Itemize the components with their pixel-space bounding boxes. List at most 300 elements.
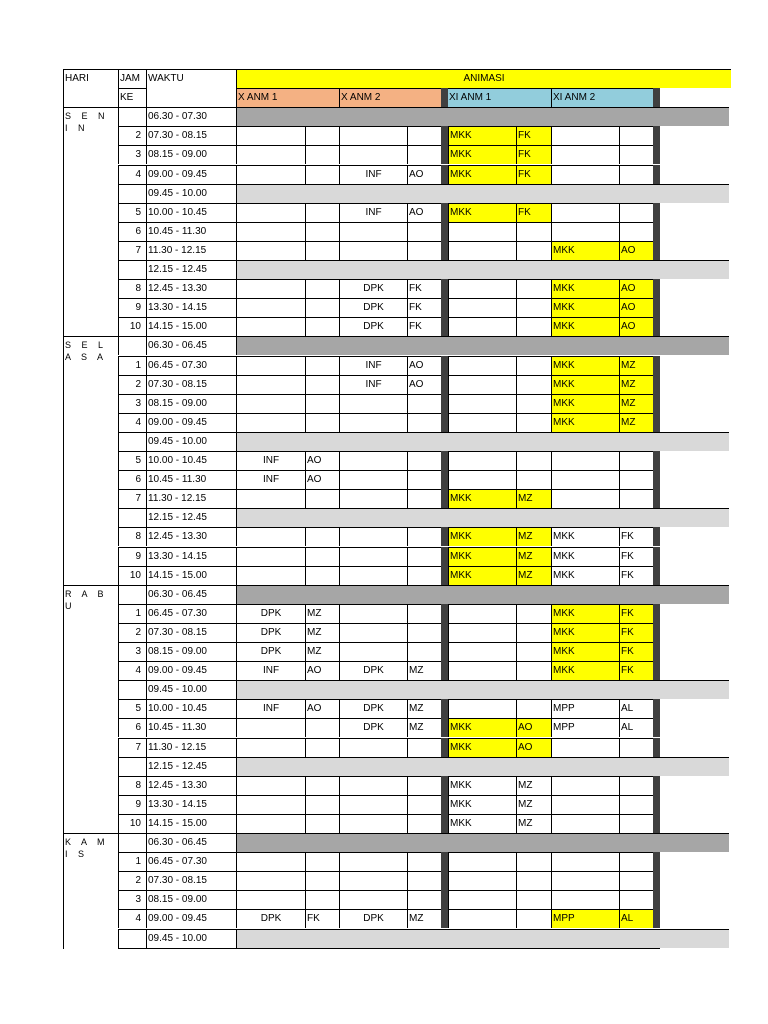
waktu-cell: 10.45 - 11.30 [146, 222, 236, 241]
teacher-cell: FK [619, 604, 653, 623]
teacher-cell: AO [619, 279, 653, 298]
column-divider [653, 795, 660, 814]
subject-cell: DPK [339, 279, 407, 298]
teacher-cell [619, 871, 653, 890]
teacher-cell [305, 356, 339, 375]
subject-cell [236, 203, 305, 222]
column-divider [441, 470, 448, 489]
teacher-cell: MZ [407, 909, 441, 928]
teacher-cell [619, 451, 653, 470]
teacher-cell: MZ [516, 489, 551, 508]
teacher-cell: AO [407, 165, 441, 184]
subject-cell: DPK [339, 909, 407, 928]
subject-cell: DPK [236, 909, 305, 928]
jam-ke-cell: 6 [118, 470, 146, 489]
subject-cell [236, 222, 305, 241]
teacher-cell [619, 165, 653, 184]
column-divider [441, 413, 448, 432]
jam-ke-cell: 5 [118, 451, 146, 470]
column-divider [441, 451, 448, 470]
teacher-cell [516, 413, 551, 432]
teacher-cell: MZ [516, 547, 551, 566]
teacher-cell: MZ [305, 623, 339, 642]
column-divider [653, 222, 660, 241]
waktu-cell: 10.45 - 11.30 [146, 470, 236, 489]
subject-cell [236, 527, 305, 546]
jam-ke-cell: 3 [118, 145, 146, 164]
header-class-x-anm-1: X ANM 1 [236, 88, 339, 107]
column-divider [653, 642, 660, 661]
subject-cell [339, 451, 407, 470]
subject-cell: MKK [448, 165, 516, 184]
subject-cell [236, 489, 305, 508]
column-divider [653, 566, 660, 585]
jam-ke-cell: 2 [118, 871, 146, 890]
subject-cell [448, 909, 516, 928]
waktu-cell: 08.15 - 09.00 [146, 145, 236, 164]
jam-ke-cell: 9 [118, 795, 146, 814]
jam-ke-cell: 1 [118, 852, 146, 871]
subject-cell: DPK [339, 298, 407, 317]
subject-cell: MKK [448, 814, 516, 833]
teacher-cell [407, 738, 441, 757]
teacher-cell [305, 241, 339, 260]
teacher-cell [305, 165, 339, 184]
waktu-cell: 06.45 - 07.30 [146, 852, 236, 871]
waktu-cell: 09.00 - 09.45 [146, 165, 236, 184]
subject-cell [551, 890, 619, 909]
column-divider [441, 661, 448, 680]
subject-cell [448, 375, 516, 394]
column-divider [653, 413, 660, 432]
subject-cell [448, 413, 516, 432]
teacher-cell: MZ [619, 413, 653, 432]
subject-cell: MKK [551, 566, 619, 585]
teacher-cell [516, 298, 551, 317]
column-divider [653, 547, 660, 566]
subject-cell: MKK [551, 298, 619, 317]
column-divider [441, 604, 448, 623]
day-label: K A M I S [63, 833, 118, 948]
teacher-cell [516, 890, 551, 909]
teacher-cell [516, 394, 551, 413]
waktu-cell: 06.30 - 07.30 [146, 107, 236, 126]
subject-cell [339, 413, 407, 432]
column-divider [653, 718, 660, 737]
column-divider [441, 222, 448, 241]
subject-cell [448, 642, 516, 661]
subject-cell [551, 795, 619, 814]
jam-ke-cell [118, 184, 146, 203]
waktu-cell: 13.30 - 14.15 [146, 795, 236, 814]
column-divider [441, 718, 448, 737]
teacher-cell [305, 279, 339, 298]
subject-cell [448, 451, 516, 470]
column-divider [653, 279, 660, 298]
jam-ke-cell [118, 929, 146, 948]
subject-cell: MKK [551, 642, 619, 661]
teacher-cell: AO [407, 356, 441, 375]
column-divider [653, 203, 660, 222]
waktu-cell: 12.45 - 13.30 [146, 527, 236, 546]
jam-ke-cell: 3 [118, 642, 146, 661]
subject-cell: MKK [448, 795, 516, 814]
teacher-cell [305, 871, 339, 890]
waktu-cell: 11.30 - 12.15 [146, 738, 236, 757]
column-divider [441, 279, 448, 298]
teacher-cell: FK [619, 527, 653, 546]
jam-ke-cell: 1 [118, 604, 146, 623]
teacher-cell: AO [305, 661, 339, 680]
teacher-cell [407, 604, 441, 623]
session-band [236, 833, 729, 852]
subject-cell [448, 604, 516, 623]
waktu-cell: 13.30 - 14.15 [146, 298, 236, 317]
teacher-cell: AL [619, 718, 653, 737]
break-band [236, 929, 729, 948]
subject-cell: MKK [551, 547, 619, 566]
subject-cell [339, 241, 407, 260]
teacher-cell [516, 852, 551, 871]
break-band [236, 260, 729, 279]
subject-cell: MKK [448, 776, 516, 795]
teacher-cell: FK [619, 661, 653, 680]
column-divider [653, 890, 660, 909]
subject-cell: MKK [551, 356, 619, 375]
column-divider [441, 126, 448, 145]
waktu-cell: 07.30 - 08.15 [146, 623, 236, 642]
jam-ke-cell: 10 [118, 814, 146, 833]
subject-cell [339, 470, 407, 489]
subject-cell [236, 298, 305, 317]
teacher-cell: MZ [305, 642, 339, 661]
header-jam: JAM [118, 69, 146, 88]
column-divider [441, 203, 448, 222]
teacher-cell [407, 871, 441, 890]
jam-ke-cell: 8 [118, 527, 146, 546]
subject-cell: MKK [448, 547, 516, 566]
jam-ke-cell: 4 [118, 413, 146, 432]
column-divider [653, 375, 660, 394]
teacher-cell: FK [516, 165, 551, 184]
jam-ke-cell: 10 [118, 317, 146, 336]
teacher-cell [619, 738, 653, 757]
subject-cell: MKK [551, 623, 619, 642]
table-bottom-border [118, 948, 660, 949]
jam-ke-cell: 3 [118, 890, 146, 909]
subject-cell: DPK [236, 642, 305, 661]
waktu-cell: 10.00 - 10.45 [146, 699, 236, 718]
subject-cell: MKK [448, 718, 516, 737]
teacher-cell [619, 852, 653, 871]
column-divider [653, 738, 660, 757]
teacher-cell: FK [619, 547, 653, 566]
teacher-cell: AO [305, 699, 339, 718]
teacher-cell [407, 145, 441, 164]
subject-cell: MKK [551, 413, 619, 432]
waktu-cell: 07.30 - 08.15 [146, 126, 236, 145]
subject-cell: MPP [551, 909, 619, 928]
jam-ke-cell [118, 432, 146, 451]
subject-cell [236, 241, 305, 260]
waktu-cell: 11.30 - 12.15 [146, 241, 236, 260]
subject-cell: DPK [236, 604, 305, 623]
subject-cell [339, 642, 407, 661]
teacher-cell [619, 776, 653, 795]
subject-cell [551, 738, 619, 757]
subject-cell: DPK [339, 317, 407, 336]
waktu-cell: 14.15 - 15.00 [146, 566, 236, 585]
break-band [236, 432, 729, 451]
waktu-cell: 10.45 - 11.30 [146, 718, 236, 737]
subject-cell [448, 298, 516, 317]
header-hari: HARI [63, 69, 118, 88]
hari-spacer [63, 88, 118, 107]
day-label: S E N I N [63, 107, 118, 336]
waktu-cell: 11.30 - 12.15 [146, 489, 236, 508]
teacher-cell [305, 566, 339, 585]
subject-cell: MKK [551, 394, 619, 413]
teacher-cell [407, 222, 441, 241]
waktu-cell: 14.15 - 15.00 [146, 814, 236, 833]
waktu-cell: 10.00 - 10.45 [146, 451, 236, 470]
teacher-cell [619, 145, 653, 164]
teacher-cell [407, 623, 441, 642]
subject-cell [551, 145, 619, 164]
teacher-cell: FK [516, 145, 551, 164]
subject-cell [551, 165, 619, 184]
jam-ke-cell [118, 833, 146, 852]
subject-cell [551, 489, 619, 508]
jam-ke-cell: 9 [118, 547, 146, 566]
column-divider [441, 298, 448, 317]
waktu-cell: 09.00 - 09.45 [146, 909, 236, 928]
teacher-cell [407, 890, 441, 909]
column-divider [441, 776, 448, 795]
teacher-cell [516, 375, 551, 394]
teacher-cell: AO [407, 203, 441, 222]
subject-cell: DPK [236, 623, 305, 642]
column-divider [441, 795, 448, 814]
teacher-cell [305, 126, 339, 145]
subject-cell [448, 699, 516, 718]
waktu-cell: 13.30 - 14.15 [146, 547, 236, 566]
subject-cell [236, 776, 305, 795]
column-divider [441, 814, 448, 833]
subject-cell: MKK [448, 145, 516, 164]
subject-cell [448, 241, 516, 260]
column-divider [441, 909, 448, 928]
subject-cell: INF [236, 470, 305, 489]
subject-cell [236, 375, 305, 394]
teacher-cell [305, 203, 339, 222]
waktu-cell: 12.15 - 12.45 [146, 757, 236, 776]
teacher-cell [305, 776, 339, 795]
column-divider [653, 470, 660, 489]
subject-cell [448, 394, 516, 413]
subject-cell [551, 852, 619, 871]
subject-cell [339, 394, 407, 413]
teacher-cell: MZ [516, 527, 551, 546]
column-divider [653, 356, 660, 375]
teacher-cell [516, 623, 551, 642]
subject-cell: MKK [551, 604, 619, 623]
teacher-cell [407, 489, 441, 508]
subject-cell [448, 661, 516, 680]
teacher-cell [407, 642, 441, 661]
teacher-cell: AO [407, 375, 441, 394]
jam-ke-cell [118, 336, 146, 355]
subject-cell [339, 145, 407, 164]
teacher-cell: FK [619, 566, 653, 585]
teacher-cell: MZ [407, 661, 441, 680]
subject-cell [339, 527, 407, 546]
jam-ke-cell: 2 [118, 375, 146, 394]
subject-cell: MKK [448, 738, 516, 757]
waktu-cell: 09.45 - 10.00 [146, 432, 236, 451]
waktu-cell: 12.15 - 12.45 [146, 508, 236, 527]
subject-cell [448, 890, 516, 909]
jam-ke-cell [118, 680, 146, 699]
subject-cell [339, 852, 407, 871]
subject-cell [339, 222, 407, 241]
teacher-cell [516, 470, 551, 489]
column-divider [441, 375, 448, 394]
teacher-cell [407, 241, 441, 260]
teacher-cell: MZ [516, 566, 551, 585]
waktu-cell: 09.45 - 10.00 [146, 680, 236, 699]
column-divider [653, 527, 660, 546]
subject-cell [448, 623, 516, 642]
waktu-cell: 07.30 - 08.15 [146, 375, 236, 394]
teacher-cell: MZ [516, 814, 551, 833]
subject-cell [339, 547, 407, 566]
subject-cell: INF [236, 699, 305, 718]
column-divider [653, 871, 660, 890]
column-divider [441, 871, 448, 890]
waktu-cell: 12.15 - 12.45 [146, 260, 236, 279]
subject-cell [551, 222, 619, 241]
teacher-cell [407, 547, 441, 566]
teacher-cell [516, 451, 551, 470]
session-band [236, 107, 729, 126]
column-divider [441, 547, 448, 566]
jam-ke-cell [118, 508, 146, 527]
subject-cell [339, 871, 407, 890]
subject-cell [236, 890, 305, 909]
teacher-cell: AL [619, 909, 653, 928]
subject-cell [448, 222, 516, 241]
waktu-cell: 08.15 - 09.00 [146, 394, 236, 413]
subject-cell [339, 795, 407, 814]
column-divider [653, 88, 660, 107]
teacher-cell [305, 298, 339, 317]
jam-ke-cell: 5 [118, 203, 146, 222]
teacher-cell: MZ [619, 375, 653, 394]
column-divider [441, 394, 448, 413]
header-class-x-anm-2: X ANM 2 [339, 88, 441, 107]
subject-cell: MKK [448, 203, 516, 222]
waktu-cell: 06.45 - 07.30 [146, 604, 236, 623]
subject-cell [236, 413, 305, 432]
teacher-cell [516, 241, 551, 260]
waktu-cell: 14.15 - 15.00 [146, 317, 236, 336]
teacher-cell [516, 642, 551, 661]
subject-cell [339, 126, 407, 145]
teacher-cell: AO [305, 451, 339, 470]
teacher-cell: MZ [619, 356, 653, 375]
subject-cell: DPK [339, 718, 407, 737]
subject-cell [551, 871, 619, 890]
teacher-cell [619, 890, 653, 909]
teacher-cell: MZ [407, 699, 441, 718]
jam-ke-cell: 7 [118, 241, 146, 260]
column-divider [653, 165, 660, 184]
teacher-cell: AO [619, 298, 653, 317]
teacher-cell [305, 890, 339, 909]
column-divider [441, 356, 448, 375]
day-label: R A B U [63, 585, 118, 833]
teacher-cell [305, 413, 339, 432]
subject-cell [448, 470, 516, 489]
teacher-cell: FK [407, 279, 441, 298]
column-divider [441, 165, 448, 184]
waktu-cell: 08.15 - 09.00 [146, 890, 236, 909]
subject-cell [448, 871, 516, 890]
subject-cell: MKK [551, 241, 619, 260]
subject-cell [236, 718, 305, 737]
subject-cell: INF [339, 165, 407, 184]
jam-ke-cell: 6 [118, 222, 146, 241]
break-band [236, 184, 729, 203]
column-divider [653, 623, 660, 642]
teacher-cell [407, 527, 441, 546]
waktu-cell: 09.45 - 10.00 [146, 929, 236, 948]
teacher-cell [619, 795, 653, 814]
teacher-cell: AO [516, 738, 551, 757]
teacher-cell [305, 394, 339, 413]
teacher-cell [516, 699, 551, 718]
column-divider [441, 890, 448, 909]
teacher-cell [516, 661, 551, 680]
subject-cell [339, 890, 407, 909]
subject-cell [236, 871, 305, 890]
jam-ke-cell: 4 [118, 661, 146, 680]
column-divider [441, 852, 448, 871]
subject-cell [236, 852, 305, 871]
subject-cell [236, 317, 305, 336]
teacher-cell [516, 871, 551, 890]
subject-cell [448, 317, 516, 336]
teacher-cell [619, 126, 653, 145]
subject-cell: MPP [551, 699, 619, 718]
teacher-cell [305, 814, 339, 833]
teacher-cell [516, 604, 551, 623]
jam-ke-cell: 9 [118, 298, 146, 317]
column-divider [653, 126, 660, 145]
subject-cell [339, 776, 407, 795]
teacher-cell [305, 145, 339, 164]
column-divider [653, 909, 660, 928]
break-band [236, 508, 729, 527]
teacher-cell [516, 356, 551, 375]
teacher-cell: MZ [516, 776, 551, 795]
teacher-cell [305, 375, 339, 394]
subject-cell: INF [236, 451, 305, 470]
day-label: S E L A S A [63, 336, 118, 584]
subject-cell [339, 738, 407, 757]
subject-cell [236, 165, 305, 184]
